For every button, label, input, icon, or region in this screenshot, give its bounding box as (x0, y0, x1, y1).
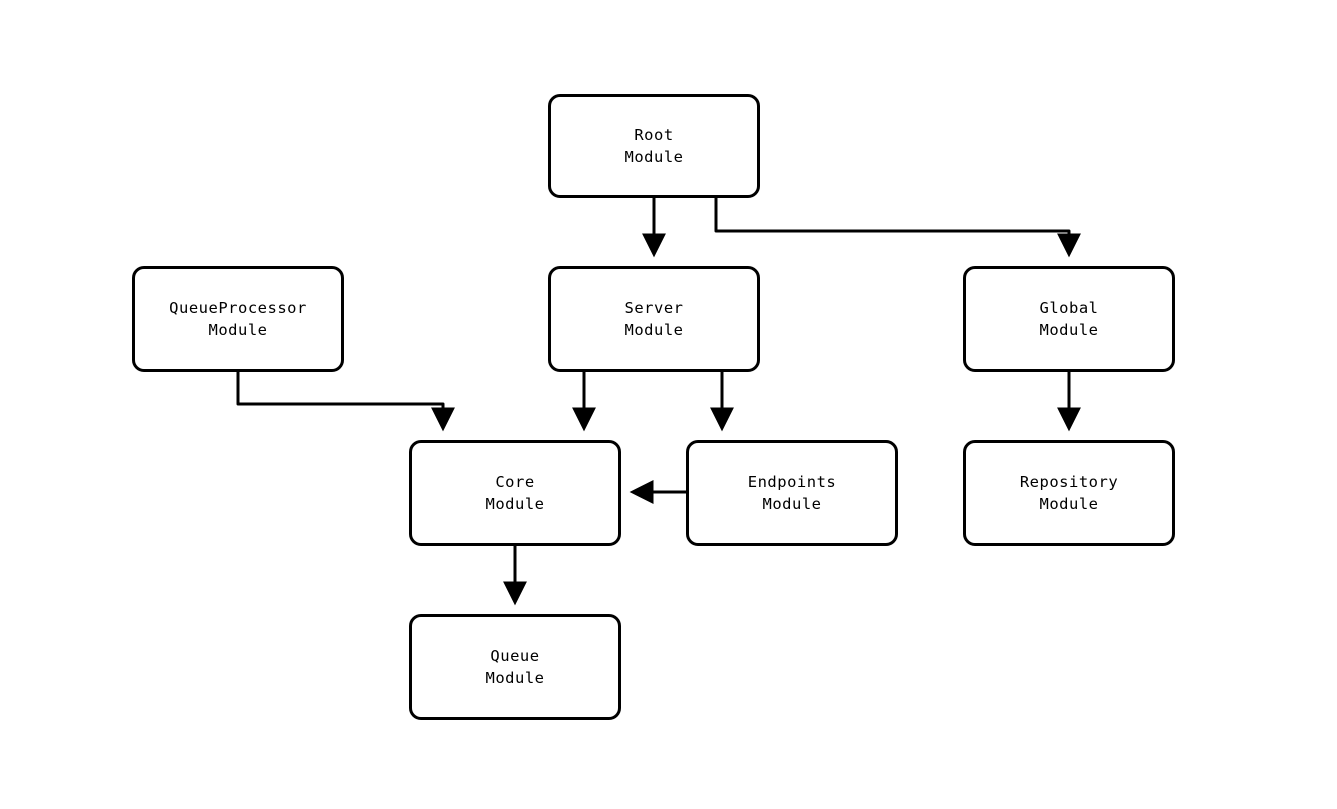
node-label-line2: Module (624, 321, 684, 339)
node-label-line1: Core (495, 473, 535, 491)
node-label-line1: Endpoints (747, 473, 837, 491)
node-label-line2: Module (208, 321, 268, 339)
node-label-line1: Repository (1019, 473, 1119, 491)
node-endpoints-module[interactable] (686, 440, 898, 546)
node-global-module[interactable] (963, 266, 1175, 372)
node-label-line1: Queue (490, 647, 540, 665)
node-label-line1: Server (624, 299, 684, 317)
node-label-line2: Module (762, 495, 822, 513)
node-label-line2: Module (1039, 321, 1099, 339)
node-repository-module[interactable] (963, 440, 1175, 546)
node-queue-module[interactable] (409, 614, 621, 720)
node-label-line1: QueueProcessor (169, 299, 307, 317)
node-core-module[interactable] (409, 440, 621, 546)
node-label-line2: Module (1039, 495, 1099, 513)
node-label-line2: Module (624, 148, 684, 166)
node-label-line1: Global (1039, 299, 1099, 317)
edge-queueprocessor-to-core (238, 372, 443, 426)
node-root-module[interactable] (548, 94, 760, 198)
node-label-line2: Module (485, 495, 545, 513)
node-queueprocessor-module[interactable] (132, 266, 344, 372)
node-label-line1: Root (634, 126, 674, 144)
node-server-module[interactable] (548, 266, 760, 372)
edge-root-to-global (716, 198, 1069, 252)
node-label-line2: Module (485, 669, 545, 687)
